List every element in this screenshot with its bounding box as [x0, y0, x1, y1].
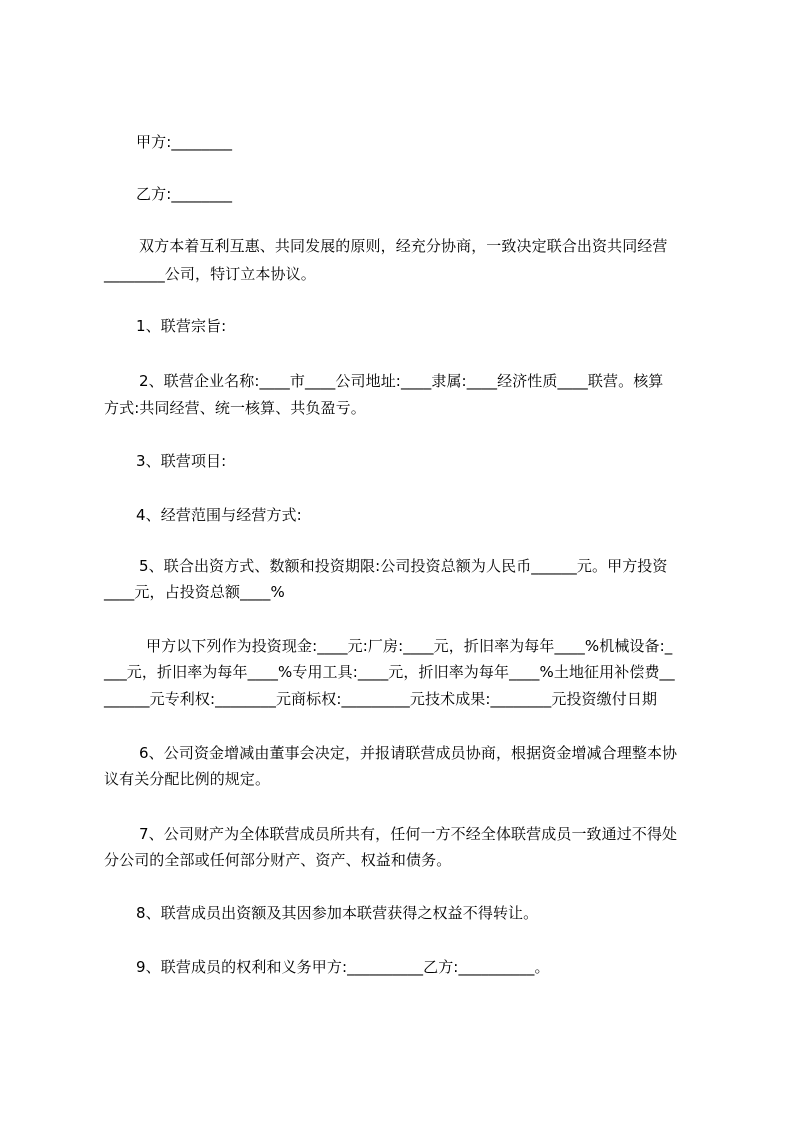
party-b-line: 乙方:________: [136, 185, 233, 203]
clause-7-line-2: 分公司的全部或任何部分财产、资产、权益和债务。: [104, 851, 452, 869]
investment-line-2: ___元，折旧率为每年____%专用工具:____元，折旧率为每年____%土地征用补偿费__: [104, 663, 675, 681]
clause-9: 9、联营成员的权利和义务甲方:__________乙方:__________。: [136, 958, 550, 976]
clause-2-line-1: 2、联营企业名称:____市____公司地址:____隶属:____经济性质____联营。核算: [139, 372, 664, 390]
clause-6-line-1: 6、公司资金增减由董事会决定，并报请联营成员协商，根据资金增减合理整本协: [139, 744, 678, 762]
clause-5-line-2: ____元，占投资总额____%: [104, 583, 285, 601]
intro-line-2: ________公司，特订立本协议。: [104, 265, 316, 283]
intro-line-1: 双方本着互利互惠、共同发展的原则，经充分协商，一致决定联合出资共同经营: [139, 237, 668, 255]
clause-6-line-2: 议有关分配比例的规定。: [104, 770, 271, 788]
party-a-line: 甲方:________: [136, 133, 233, 151]
investment-line-1: 甲方以下列作为投资现金:____元:厂房:____元，折旧率为每年____%机械设备:_: [146, 637, 673, 655]
clause-4: 4、经营范围与经营方式:: [136, 506, 302, 524]
investment-line-3: ______元专利权:________元商标权:_________元技术成果:________元投资缴付日期: [104, 690, 658, 708]
clause-7-line-1: 7、公司财产为全体联营成员所共有，任何一方不经全体联营成员一致通过不得处: [139, 825, 678, 843]
clause-5-line-1: 5、联合出资方式、数额和投资期限:公司投资总额为人民币______元。甲方投资: [139, 557, 668, 575]
clause-1: 1、联营宗旨:: [136, 317, 227, 335]
clause-8: 8、联营成员出资额及其因参加本联营获得之权益不得转让。: [136, 904, 539, 922]
clause-3: 3、联营项目:: [136, 452, 227, 470]
clause-2-line-2: 方式:共同经营、统一核算、共负盈亏。: [104, 399, 366, 417]
